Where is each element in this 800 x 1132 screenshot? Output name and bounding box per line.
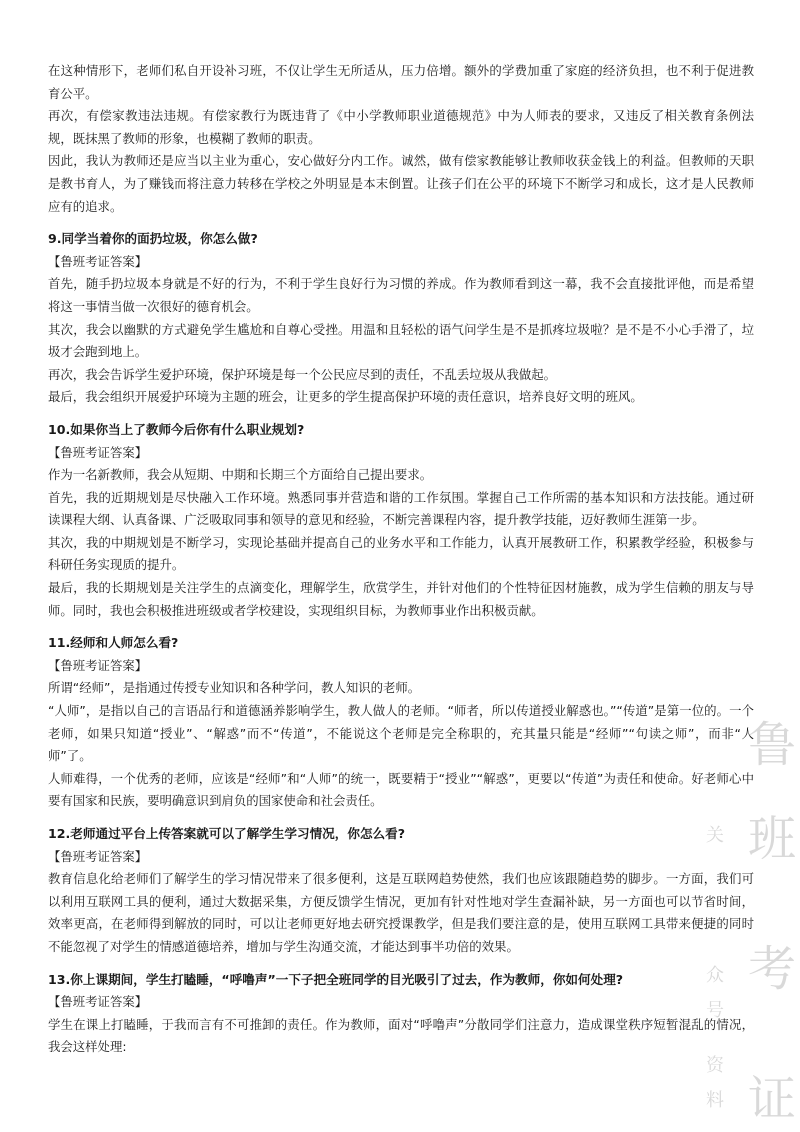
- question-heading: 13.你上课期间，学生打瞌睡，“呼噜声”一下子把全班同学的目光吸引了过去，作为教师，你如何处理?: [48, 971, 624, 987]
- question-section-12: [48, 823, 754, 959]
- watermark-char: 众: [706, 965, 724, 986]
- answer-tag: 【鲁班考证答案】: [48, 444, 148, 460]
- question-section-11: [48, 632, 754, 813]
- answer-paragraph: 再次，我会告诉学生爱护环境，保护环境是每一个公民应尽到的责任，不乱丢垃圾从我做起。: [48, 366, 557, 382]
- watermark-char: 鲁: [748, 717, 797, 773]
- answer-paragraph: 首先，我的近期规划是尽快融入工作环境。熟悉同事并营造和谐的工作氛围。掌握自己工作所需的基本知识和方法技能。通过研读课程大纲、认真备课、广泛吸取同事和领导的意见和经验，不断完善课程内容，提升教学技能，迈好教师生涯第一步。: [48, 489, 754, 528]
- watermark-char: 关: [706, 825, 724, 846]
- answer-tag: 【鲁班考证答案】: [48, 253, 148, 269]
- question-section-9: [48, 228, 754, 409]
- answer-paragraph: 最后，我的长期规划是关注学生的点滴变化，理解学生，欣赏学生，并针对他们的个性特征因材施教，成为学生信赖的朋友与导师。同时，我也会积极推进班级或者学校建设，实现组织目标，为教师事业作出积极贡献。: [48, 580, 754, 618]
- answer-paragraph: 其次，我的中期规划是不断学习，实现论基础并提高自己的业务水平和工作能力，认真开展教研工作，积累教学经验，积极参与科研任务实现质的提升。: [48, 534, 754, 573]
- answer-paragraph: 其次，我会以幽默的方式避免学生尴尬和自尊心受挫。用温和且轻松的语气问学生是不是抓疼垃圾啦？是不是不小心手滑了，垃圾才会跑到地上。: [48, 321, 754, 360]
- question-section-13: [48, 969, 754, 1059]
- watermark-char: 班: [748, 811, 797, 867]
- watermark-char: 料: [706, 1090, 724, 1111]
- answer-tag: 【鲁班考证答案】: [48, 848, 148, 864]
- question-heading: 11.经师和人师怎么看?: [48, 635, 179, 651]
- answer-paragraph: 人师难得，一个优秀的老师，应该是“经师”和“人师”的统一，既要精于“授业”“解惑”，更要以“传道”为责任和使命。好老师心中要有国家和民族，要明确意识到肩负的国家使命和社会责任。: [48, 770, 754, 809]
- answer-paragraph: 所谓“经师”，是指通过传授专业知识和各种学问，教人知识的老师。: [48, 680, 421, 696]
- question-section-10: [48, 419, 754, 622]
- answer-tag: 【鲁班考证答案】: [48, 657, 148, 673]
- answer-paragraph: 作为一名新教师，我会从短期、中期和长期三个方面给自己提出要求。: [48, 467, 433, 483]
- intro-paragraph: 因此，我认为教师还是应当以主业为重心，安心做好分内工作。诚然，做有偿家教能够让教师收获金钱上的利益。但教师的天职是教书育人，为了赚钱而将注意力转移在学校之外明显是本末倒置。让孩子们在公平的环境下不断学习和成长，这才是人民教师应有的追求。: [48, 153, 754, 214]
- watermark-char: 考: [748, 941, 797, 997]
- answer-paragraph: 教育信息化给老师们了解学生的学习情况带来了很多便利，这是互联网趋势使然，我们也应该跟随趋势的脚步。一方面，我们可以利用互联网工具的便利，通过大数据采集，方便反馈学生情况，更加有针对性地对学生查漏补缺，另一方面也可以节省时间，效率更高，在老师得到解放的同时，可以让老师更好地去研究授课教学，但是我们要注意的是，使用互联网工具带来便捷的同时不能忽视了对学生的情感道德培养，增加与学生沟通交流，才能达到事半功倍的效果。: [48, 871, 754, 954]
- watermark-char: 资: [706, 1055, 724, 1076]
- question-heading: 9.同学当着你的面扔垃圾，你怎么做?: [48, 231, 258, 247]
- answer-paragraph: 首先，随手扔垃圾本身就是不好的行为，不利于学生良好行为习惯的养成。作为教师看到这一幕，我不会直接批评他，而是希望将这一事情当做一次很好的德育机会。: [48, 276, 754, 314]
- watermark-char: 证: [748, 1071, 797, 1127]
- question-heading: 10.如果你当上了教师今后你有什么职业规划?: [48, 421, 305, 437]
- intro-paragraph: 在这种情形下，老师们私自开设补习班，不仅让学生无所适从，压力倍增。额外的学费加重了家庭的经济负担，也不利于促进教育公平。: [48, 63, 754, 101]
- answer-paragraph: “人师”，是指以自己的言语品行和道德涵养影响学生，教人做人的老师。“师者，所以传道授业解惑也。”“传道”是第一位的。一个老师，如果只知道“授业”、“解惑”而不“传道”，不能说这个老师是完全称职的，充其量只能是“经师”“句读之师”，而非“人师”了。: [48, 703, 754, 764]
- answer-paragraph: 学生在课上打瞌睡，于我而言有不可推卸的责任。作为教师，面对“呼噜声”分散同学们注意力，造成课堂秩序短暂混乱的情况，我会这样处理:: [48, 1016, 754, 1055]
- intro-paragraph: 再次，有偿家教违法违规。有偿家教行为既违背了《中小学教师职业道德规范》中为人师表的要求，又违反了相关教育条例法规，既抹黑了教师的形象，也模糊了教师的职责。: [48, 108, 754, 146]
- document-body: [48, 60, 754, 1059]
- watermark-char: 号: [706, 1000, 724, 1021]
- answer-paragraph: 最后，我会组织开展爱护环境为主题的班会，让更多的学生提高保护环境的责任意识，培养良好文明的班风。: [48, 389, 643, 405]
- question-heading: 12.老师通过平台上传答案就可以了解学生学习情况，你怎么看?: [48, 826, 406, 841]
- answer-tag: 【鲁班考证答案】: [48, 994, 148, 1010]
